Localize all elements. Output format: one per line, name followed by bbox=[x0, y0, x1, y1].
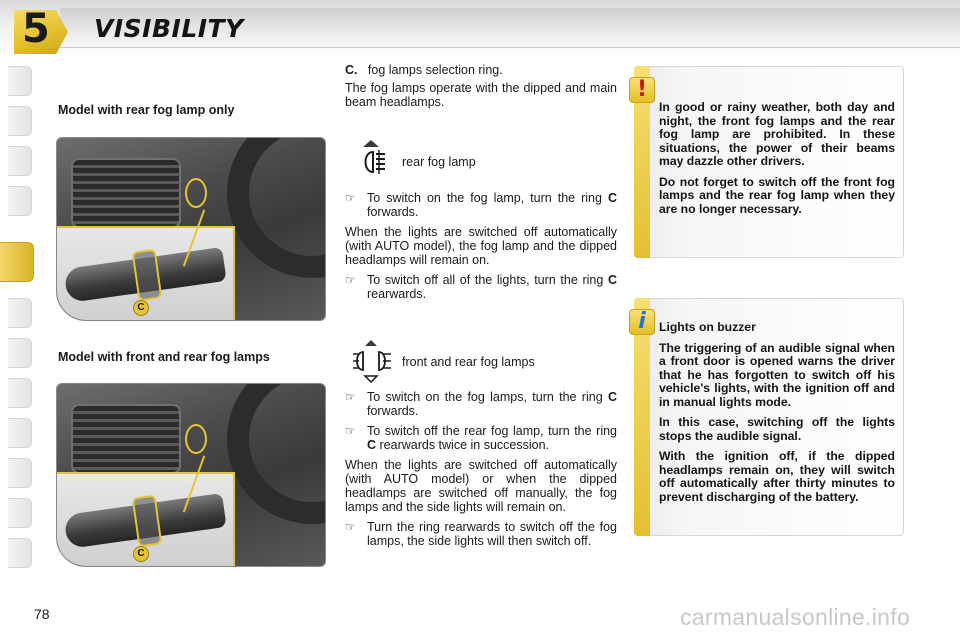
chapter-tab[interactable] bbox=[8, 338, 32, 368]
callout-marker-c: C bbox=[133, 546, 149, 562]
warning-paragraph: In good or rainy weather, both day and night, the front fog lamps and the rear fog lamp are prohibited. In these situations, the power of their beams may dazzle other drivers. bbox=[659, 100, 895, 168]
rear-fog-lamp-icon bbox=[349, 138, 393, 184]
rear-fog-lamp-row bbox=[345, 138, 617, 184]
info-title: Lights on buzzer bbox=[659, 320, 756, 334]
front-rear-fog-lamps-label: front and rear fog lamps bbox=[402, 355, 535, 369]
callout-circle bbox=[185, 178, 207, 208]
chapter-number: 5 bbox=[22, 6, 50, 52]
callout-circle bbox=[185, 424, 207, 454]
air-vent bbox=[71, 404, 181, 474]
chapter-title: VISIBILITY bbox=[94, 14, 244, 43]
info-icon: i bbox=[629, 309, 655, 335]
pointing-hand-icon: ☞ bbox=[345, 191, 356, 205]
section-title-rear-fog: Model with rear fog lamp only bbox=[58, 103, 235, 117]
instruction-bullet: ☞ To switch on the fog lamps, turn the ring C forwards. bbox=[345, 390, 617, 418]
info-note-body bbox=[635, 299, 903, 521]
front-rear-fog-instructions bbox=[345, 390, 617, 548]
warning-paragraph: Do not forget to switch off the front fog lamps and the rear fog lamp when they are no longer necessary. bbox=[659, 174, 895, 216]
auto-lights-paragraph: When the lights are switched off automatically (with AUTO model), the fog lamp and the dipped headlamps will remain on. bbox=[345, 225, 617, 267]
front-and-rear-fog-lamps-icon bbox=[349, 338, 393, 384]
intro-paragraph: The fog lamps operate with the dipped and main beam headlamps. bbox=[345, 81, 617, 109]
chapter-tab[interactable] bbox=[8, 378, 32, 408]
chapter-tab[interactable] bbox=[8, 106, 32, 136]
pointing-hand-icon: ☞ bbox=[345, 520, 356, 534]
instruction-bullet: ☞ To switch off the rear fog lamp, turn the ring C rearwards twice in succession. bbox=[345, 424, 617, 452]
chapter-tab[interactable] bbox=[8, 298, 32, 328]
warning-note-box bbox=[634, 66, 904, 258]
steering-wheel bbox=[227, 383, 326, 524]
pointing-hand-icon: ☞ bbox=[345, 424, 356, 438]
chapter-tab[interactable] bbox=[8, 66, 32, 96]
chapter-tab[interactable] bbox=[8, 418, 32, 448]
chapter-tab[interactable] bbox=[8, 538, 32, 568]
intro-block bbox=[345, 63, 617, 109]
info-paragraph: The triggering of an audible signal when a front door is opened warns the driver that he has forgotten to switch off his vehicle's lights, with the ignition off and in manual lights mode. bbox=[659, 340, 895, 409]
warning-icon: ! bbox=[629, 77, 655, 103]
page-number: 78 bbox=[34, 606, 50, 622]
pointing-hand-icon: ☞ bbox=[345, 273, 356, 287]
rear-fog-instructions bbox=[345, 191, 617, 301]
warning-note-body bbox=[635, 67, 903, 233]
section-title-front-rear-fog: Model with front and rear fog lamps bbox=[58, 350, 270, 364]
chapter-tab[interactable] bbox=[8, 498, 32, 528]
front-rear-fog-lamp-row bbox=[345, 338, 617, 384]
stalk-photo-rear-fog bbox=[56, 137, 326, 321]
chapter-tab[interactable] bbox=[8, 458, 32, 488]
stalk-photo-front-rear-fog bbox=[56, 383, 326, 567]
instruction-bullet: ☞ To switch on the fog lamp, turn the ring C forwards. bbox=[345, 191, 617, 219]
rear-fog-lamp-label: rear fog lamp bbox=[402, 155, 476, 169]
info-paragraph: With the ignition off, if the dipped headlamps remain on, they will switch off automatically after thirty minutes to prevent discharging of the battery. bbox=[659, 449, 895, 504]
page-header bbox=[0, 0, 960, 58]
ring-definition: C. fog lamps selection ring. bbox=[345, 63, 503, 77]
air-vent bbox=[71, 158, 181, 228]
steering-wheel bbox=[227, 137, 326, 278]
chapter-tab[interactable] bbox=[8, 146, 32, 176]
info-paragraph: In this case, switching off the lights stops the audible signal. bbox=[659, 415, 895, 443]
auto-lights-paragraph: When the lights are switched off automatically (with AUTO model) or when the dipped headlamps are switched off manually, the fog lamps and the side lights will remain on. bbox=[345, 458, 617, 514]
chapter-tab-active[interactable] bbox=[0, 242, 34, 282]
chapter-tab[interactable] bbox=[8, 186, 32, 216]
watermark: carmanualsonline.info bbox=[680, 604, 911, 630]
callout-marker-c: C bbox=[133, 300, 149, 316]
pointing-hand-icon: ☞ bbox=[345, 390, 356, 404]
instruction-bullet: ☞ Turn the ring rearwards to switch off the fog lamps, the side lights will then switch off. bbox=[345, 520, 617, 548]
info-note-box bbox=[634, 298, 904, 536]
instruction-bullet: ☞ To switch off all of the lights, turn the ring C rearwards. bbox=[345, 273, 617, 301]
chapter-tab-strip bbox=[0, 62, 34, 582]
